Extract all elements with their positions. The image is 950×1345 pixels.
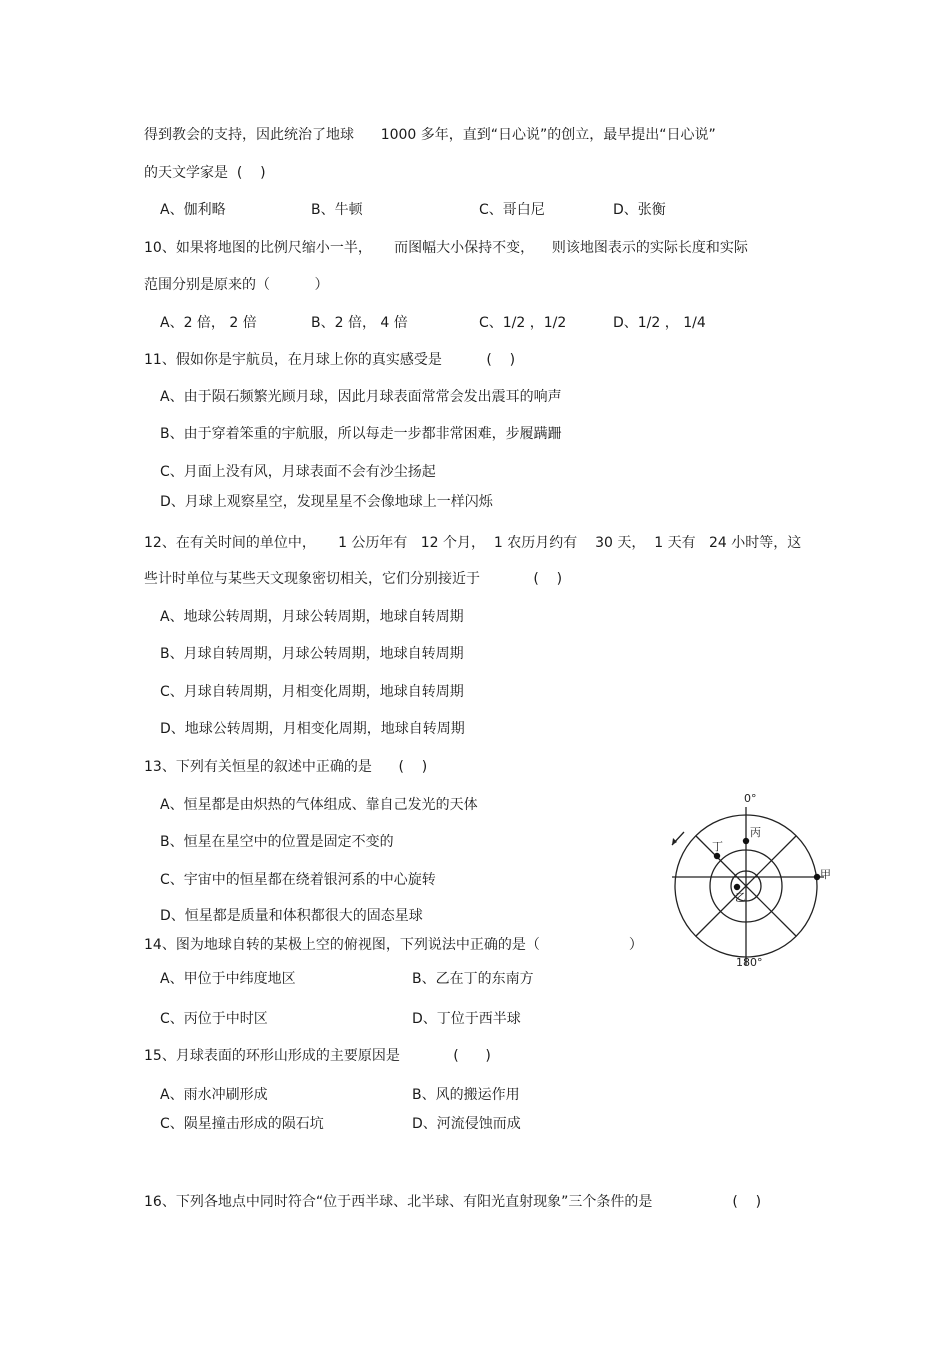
q10-option-a: A、2 倍， 2 倍	[160, 315, 257, 331]
q15-option-c: C、陨星撞击形成的陨石坑	[160, 1116, 324, 1132]
q13-option-a: A、恒星都是由炽热的气体组成、靠自己发光的天体	[160, 797, 478, 813]
label-180-degree: 180°	[736, 956, 763, 969]
q15-option-a: A、雨水冲刷形成	[160, 1087, 268, 1103]
q11-line1: 11、假如你是宇航员，在月球上你的真实感受是 ( )	[144, 352, 516, 368]
q9-line2: 的天文学家是 ( )	[144, 165, 266, 181]
q14-option-c: C、丙位于中时区	[160, 1011, 268, 1027]
q9-option-c: C、哥白尼	[479, 202, 545, 218]
q14-option-d: D、丁位于西半球	[412, 1011, 521, 1027]
q14-option-b: B、乙在丁的东南方	[412, 971, 534, 987]
point-yi	[734, 884, 740, 890]
q11-option-a: A、由于陨石频繁光顾月球，因此月球表面常常会发出震耳的响声	[160, 389, 562, 405]
q16-line1: 16、下列各地点中同时符合“位于西半球、北半球、有阳光直射现象”三个条件的是 ( )	[144, 1194, 762, 1210]
q9-option-b: B、牛顿	[311, 202, 363, 218]
q10-option-d: D、1/2 ， 1/4	[613, 315, 706, 331]
q12-option-c: C、月球自转周期，月相变化周期，地球自转周期	[160, 684, 464, 700]
q10-option-b: B、2 倍， 4 倍	[311, 315, 408, 331]
q13-line1: 13、下列有关恒星的叙述中正确的是 ( )	[144, 759, 428, 775]
q15-option-b: B、风的搬运作用	[412, 1087, 520, 1103]
q11-option-b: B、由于穿着笨重的宇航服，所以每走一步都非常困难，步履蹒跚	[160, 426, 562, 442]
q9-option-a: A、伽利略	[160, 202, 226, 218]
q14-option-a: A、甲位于中纬度地区	[160, 971, 296, 987]
point-bing	[743, 838, 749, 844]
q10-option-c: C、1/2 ，1/2	[479, 315, 567, 331]
q9-option-d: D、张衡	[613, 202, 666, 218]
q14-line1: 14、图为地球自转的某极上空的俯视图，下列说法中正确的是（ ）	[144, 937, 643, 953]
rotation-arrow-head	[672, 838, 677, 845]
q13-option-d: D、恒星都是质量和体积都很大的固态星球	[160, 908, 423, 924]
q13-option-b: B、恒星在星空中的位置是固定不变的	[160, 834, 394, 850]
q12-option-d: D、地球公转周期，月相变化周期，地球自转周期	[160, 721, 465, 737]
q15-option-d: D、河流侵蚀而成	[412, 1116, 521, 1132]
q10-line1: 10、如果将地图的比例尺缩小一半， 而图幅大小保持不变， 则该地图表示的实际长度和实际	[144, 240, 748, 256]
q12-option-b: B、月球自转周期，月球公转周期，地球自转周期	[160, 646, 464, 662]
q10-line2: 范围分别是原来的（ ）	[144, 277, 329, 293]
q15-line1: 15、月球表面的环形山形成的主要原因是 ( )	[144, 1048, 491, 1064]
polar-view-diagram	[664, 790, 844, 975]
q12-line2: 些计时单位与某些天文现象密切相关，它们分别接近于 ( )	[144, 571, 563, 587]
q12-line1: 12、在有关时间的单位中， 1 公历年有 12 个月， 1 农历月约有 30 天， 1 天有 24 小时等，这	[144, 535, 802, 551]
label-yi: 乙	[735, 891, 746, 904]
label-ding: 丁	[712, 840, 723, 853]
q12-option-a: A、地球公转周期，月球公转周期，地球自转周期	[160, 609, 464, 625]
q13-option-c: C、宇宙中的恒星都在绕着银河系的中心旋转	[160, 872, 436, 888]
q9-line1: 得到教会的支持，因此统治了地球 1000 多年，直到“日心说”的创立，最早提出“日心说”	[144, 127, 716, 143]
label-bing: 丙	[750, 826, 761, 839]
label-jia: 甲	[820, 868, 831, 881]
point-ding	[714, 853, 720, 859]
q11-option-c: C、月面上没有风，月球表面不会有沙尘扬起	[160, 464, 436, 480]
label-0-degree: 0°	[744, 792, 757, 805]
q11-option-d: D、月球上观察星空，发现星星不会像地球上一样闪烁	[160, 494, 493, 510]
